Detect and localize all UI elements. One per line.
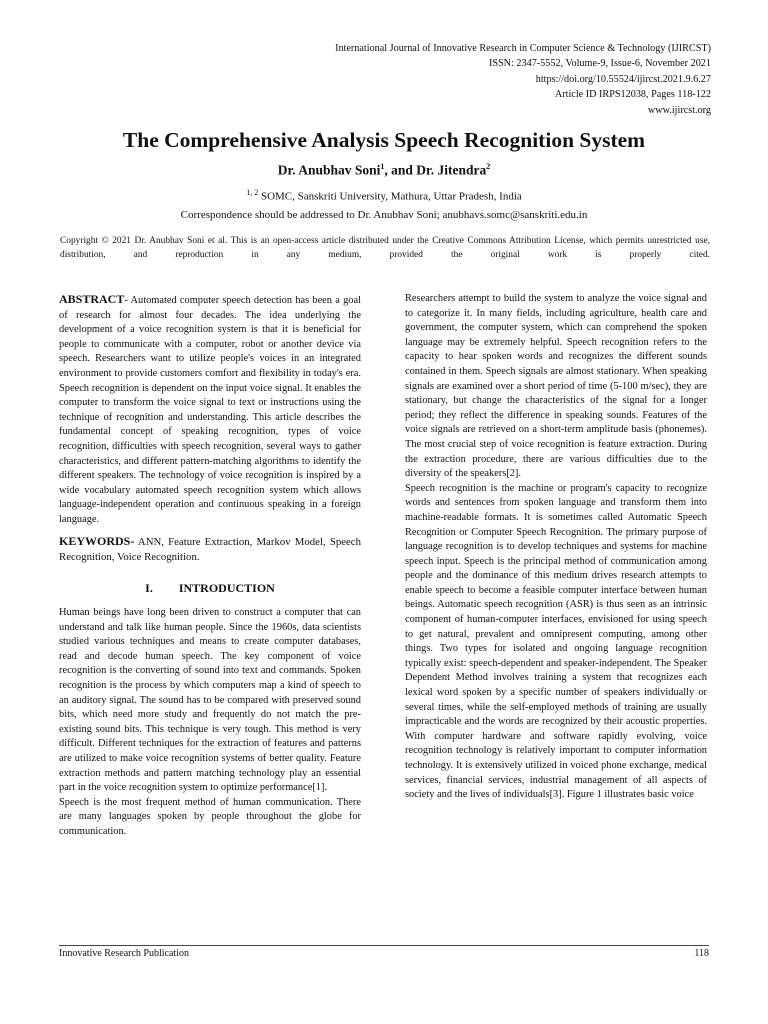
body-paragraph-2: Speech recognition is the machine or program's capacity to recognize words and sentences from spoken language and transform them into machine-readable formats. It is sometimes called Automatic Speech Recognition or Computer Speech Recognition. The primary purpose of language recognition is to develop techniques and systems for machine speech input. Speech is the principal method of communication among people and the dominance of this medium drives research attempts to enable speech to become a feasible computer interface between human beings. Automatic speech recognition (ASR) is thus seen as an intrinsic component of human-computer interfaces, envisioned for using speech to get natural, prevalent and omnipresent computing, among other things. Two types for isolated and ongoing language recognition typically exist: speech-dependent and speaker-independent. The Speaker Dependent Method involves training a system that recognizes each lexical word spoken by a specific number of speakers individually or several times, while the self-employed methods of training are usually impracticable and the words are recognized by their acoustic properties. With computer hardware and software rapidly evolving, voice recognition technology is relatively important to computer information technology. It is extensively utilized in voiced phone exchange, medical services, financial services, industrial management of all aspects of society and the lives of individuals[3]. Figure 1 illustrates basic voice [405, 482, 707, 801]
author-1-affiliation-mark: 1 [380, 162, 385, 171]
website-link[interactable]: www.ijircst.org [647, 104, 711, 116]
intro-paragraph-2: Speech is the most frequent method of human communication. There are many languages spoken by people throughout the globe for communication. [59, 796, 361, 837]
author-2-affiliation-mark: 2 [486, 162, 491, 171]
doi-link[interactable]: https://doi.org/10.55524/ijircst.2021.9.6.27 [535, 73, 711, 85]
article-id: Article ID IRPS12038, Pages 118-122 [554, 89, 711, 101]
copyright-notice: Copyright © 2021 Dr. Anubhav Soni et al. This is an open-access article distributed under the Creative Commons Attribution License, which permits unrestricted use, distribution, and reproduction in any medium, provided the original work is properly cited. [60, 236, 710, 260]
abstract-label: ABSTRACT [59, 292, 125, 306]
abstract [59, 292, 361, 528]
intro-paragraph-1: Human beings have long been driven to construct a computer that can understand and talk like human people. Since the 1960s, data scientists studied various techniques and means to create computer databases, read and decode human speech. The key component of voice recognition is the converting of sound into text and commands. Spoken recognition is the process by which computers map a kind of speech to an auditory signal. The sound has to be compared with preserved sound bits, which need more study and frequently do not match the pre-existing sound bits. This technique is very tough. This method is very difficult. Different techniques for the extraction of features and patterns are utilized to make voice recognition systems of better quality. Feature extraction methods and pattern matching technology play an essential part in the voice recognition system to optimize performance[1]. [59, 607, 361, 794]
affiliation [0, 188, 768, 203]
keywords-text: ANN, Feature Extraction, Markov Model, Speech Recognition, Voice Recognition. [59, 535, 361, 563]
affiliation-text: SOMC, Sanskriti University, Mathura, Uttar Pradesh, India [258, 190, 522, 203]
paper-title: The Comprehensive Analysis Speech Recognition System [122, 128, 646, 152]
author-line [0, 162, 768, 179]
keywords-label: KEYWORDS- [59, 533, 135, 548]
page-number: 118 [694, 948, 709, 959]
section-heading-introduction [59, 581, 361, 596]
body-paragraph-1: Researchers attempt to build the system to analyze the voice signal and to categorize it. In many fields, including agriculture, health care and government, the computer system, which can comprehend the spoken language may be extremely helpful. Speech recognition refers to the capacity to hear spoken words and recognizes the different sounds contained in them. Speech signals are almost stationary. When speaking signals are examined over a short period of time (5-100 m/sec), they are stationary, but change the characteristics of the signal for a longer period; they reflect the difference in speaking sounds. Features of the voice signals are retrieved on a short-term amplitude basis (phonemes). The most crucial step of voice recognition is feature extraction. During the extraction procedure, there are various difficulties due to the diversity of the speakers[2]. [405, 293, 707, 480]
author-1: Dr. Anubhav Soni [277, 162, 381, 178]
abstract-text: Automated computer speech detection has been a goal of research for almost four decades. The idea underlying the development of a voice recognition system is that it is beneficial for people to communicate with a computer, robot or another device via speech. Researchers want to utilize people's voices in an integrated environment to provide customers comfort and flexibility in today's era. Speech recognition is dependent on the input voice signal. It enables the computer to transform the voice signal to text or instructions using the technique of recognition and understanding. This article describes the fundamental concept of speaking recognition, types of voice recognition, difficulties with speech recognition, several ways to gather characteristics, and different pattern-matching algorithms to identify the different speakers. The technology of voice recognition is inspired by a wide vocabulary automated speech recognition system which allows language-independent operation and continuous speaking in a foreign language. [59, 295, 361, 525]
keywords [59, 534, 361, 565]
right-column [405, 292, 707, 803]
footer-divider [59, 945, 709, 946]
section-title: INTRODUCTION [178, 580, 275, 595]
left-column [59, 292, 361, 840]
journal-header [335, 41, 711, 118]
affiliation-mark: 1, 2 [246, 188, 259, 197]
footer-publisher: Innovative Research Publication [59, 948, 189, 959]
correspondence-line: Correspondence should be addressed to Dr. Anubhav Soni; anubhavs.somc@sanskriti.edu.in [180, 209, 588, 221]
section-number: I. [145, 580, 153, 595]
author-2: , and Dr. Jitendra [384, 162, 487, 178]
issn-line: ISSN: 2347-5552, Volume-9, Issue-6, November 2021 [488, 58, 711, 70]
journal-name: International Journal of Innovative Research in Computer Science & Technology (IJIRCST) [335, 43, 711, 54]
abstract-dash: - [124, 295, 131, 306]
